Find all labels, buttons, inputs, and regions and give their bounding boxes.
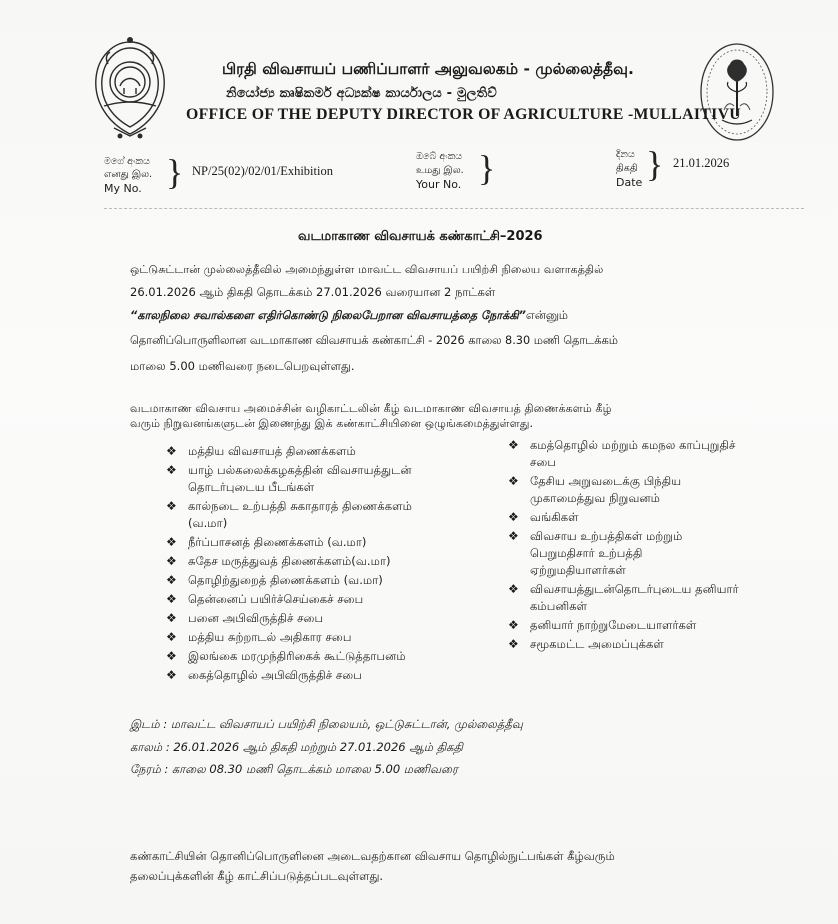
list-item: ❖ கைத்தொழில் அபிவிருத்திச் சபை (166, 668, 362, 682)
your-no-sinhala-label: ඔබේ අංකය (416, 151, 463, 162)
list-item: ❖ பனை அபிவிருத்திச் சபை (166, 611, 324, 625)
date-brace: } (646, 144, 664, 184)
footer-line2: தலைப்புக்களின் கீழ் காட்சிப்படுத்தப்படவுள்ளது. (130, 869, 384, 883)
list-item: ❖ இலங்கை மரமுந்திரிகைக் கூட்டுத்தாபனம் (166, 649, 406, 663)
list-item: ❖ நீர்ப்பாசனத் திணைக்களம் (வ.மா) (166, 535, 367, 549)
exhibition-theme: “காலநிலை சவால்களை எதிர்கொண்டு நிலைபேறான விவசாயத்தை நோக்கி” (130, 309, 526, 322)
para1-line3 (130, 305, 568, 327)
footer-line1: கண்காட்சியின் தொனிப்பொருளினை அடைவதற்கான விவசாய தொழில்நுட்பங்கள் கீழ்வரும் (130, 849, 615, 863)
bullet-icon: ❖ (166, 535, 177, 549)
left-institution-list (166, 443, 412, 686)
agriculture-department-logo-icon (698, 40, 776, 144)
bullet-icon: ❖ (166, 630, 177, 644)
list-item: ❖ கால்நடை உற்பத்தி சுகாதாரத் திணைக்களம் (வ.மா) (166, 499, 412, 530)
bullet-icon: ❖ (166, 611, 177, 625)
date-value: 21.01.2026 (673, 156, 730, 170)
document-title: வடமாகாண விவசாயக் கண்காட்சி–2026 (298, 229, 543, 244)
bullet-icon: ❖ (166, 668, 177, 682)
para1-line2: 26.01.2026 ஆம் திகதி தொடக்கம் 27.01.2026 வரையான 2 நாட்கள் (130, 285, 496, 299)
list-item: ❖ விவசாயத்துடன்தொடர்புடைய தனியார் கம்பனிகள் (508, 582, 739, 613)
my-no-value: NP/25(02)/02/01/Exhibition (192, 164, 333, 178)
venue-place: இடம் : மாவட்ட விவசாயப் பயிற்சி நிலையம், ஒட்டுசுட்டான், முல்லைத்தீவு (130, 717, 523, 731)
list-item: ❖ மத்திய விவசாயத் திணைக்களம் (166, 444, 356, 458)
bullet-icon: ❖ (166, 463, 177, 477)
bullet-icon: ❖ (508, 637, 519, 651)
venue-date: காலம் : 26.01.2026 ஆம் திகதி மற்றும் 27.01.2026 ஆம் திகதி (130, 740, 463, 754)
sri-lanka-emblem-icon (84, 36, 176, 142)
date-sinhala-label: දිනය (616, 149, 635, 160)
list-item: ❖ சுதேச மருத்துவத் திணைக்களம்(வ.மா) (166, 554, 391, 568)
list-item: ❖ தனியார் நாற்றுமேடையாளர்கள் (508, 618, 697, 632)
bullet-icon: ❖ (166, 554, 177, 568)
right-institution-list (508, 437, 739, 655)
exhibition-theme-suffix: என்னும் (525, 309, 568, 322)
list-item: ❖ யாழ் பல்கலைக்கழகத்தின் விவசாயத்துடன் தொடர்புடைய பீடங்கள் (166, 463, 412, 494)
bullet-icon: ❖ (166, 592, 177, 606)
list-item: ❖ கமத்தொழில் மற்றும் கமநல காப்புறுதிச் சபை (508, 438, 736, 469)
footer-paragraph (130, 846, 615, 886)
list-item: ❖ தொழிற்துறைத் திணைக்களம் (வ.மா) (166, 573, 383, 587)
header-divider (104, 208, 804, 209)
date-english-label: Date (616, 176, 643, 189)
para1-line4: தொனிப்பொருளிலான வடமாகாண விவசாயக் கண்காட்சி - 2026 காலை 8.30 மணி தொடக்கம் (130, 334, 618, 347)
bullet-icon: ❖ (508, 438, 519, 452)
date-tamil-label: திகதி (616, 163, 638, 174)
header-sinhala-title: නියෝජ්‍ය කෘෂිකර්ම අධ්‍යක්ෂ කාර්යාලය - මුලතිව් (226, 86, 497, 101)
header-english-title: OFFICE OF THE DEPUTY DIRECTOR OF AGRICULTURE -MULLAITIVU (186, 106, 741, 123)
venue-time: நேரம் : காலை 08.30 மணி தொடக்கம் மாலை 5.00 மணிவரை (130, 762, 458, 776)
your-no-english-label: Your No. (416, 178, 462, 191)
bullet-icon: ❖ (508, 618, 519, 632)
bullet-icon: ❖ (166, 444, 177, 458)
your-no-tamil-label: உமது இல. (416, 165, 464, 176)
my-no-brace: } (166, 152, 184, 192)
list-item: ❖ சமூகமட்ட அமைப்புக்கள் (508, 637, 664, 651)
bullet-icon: ❖ (166, 573, 177, 587)
list-item: ❖ தேசிய அறுவடைக்கு பிந்திய முகாமைத்துவ நிறுவனம் (508, 474, 682, 505)
bullet-icon: ❖ (508, 582, 519, 596)
para2-line1: வடமாகாண விவசாய அமைச்சின் வழிகாட்டலின் கீழ் வடமாகாண விவசாயத் திணைக்களம் கீழ் (130, 402, 612, 415)
bullet-icon: ❖ (166, 499, 177, 513)
bullet-icon: ❖ (508, 529, 519, 543)
my-no-tamil-label: எனது இல. (104, 169, 153, 180)
list-item: ❖ வங்கிகள் (508, 510, 579, 524)
para1-line1: ஒட்டுசுட்டான் முல்லைத்தீவில் அமைந்துள்ள மாவட்ட விவசாயப் பயிற்சி நிலைய வளாகத்தில் (130, 263, 604, 276)
list-item: ❖ தென்னைப் பயிர்ச்செய்கைச் சபை (166, 592, 364, 606)
bullet-icon: ❖ (166, 649, 177, 663)
my-no-sinhala-label: මගේ අංකය (104, 156, 150, 167)
list-item: ❖ மத்திய சுற்றாடல் அதிகார சபை (166, 630, 352, 644)
your-no-brace: } (478, 148, 496, 188)
bullet-icon: ❖ (508, 474, 519, 488)
para1-line5: மாலை 5.00 மணிவரை நடைபெறவுள்ளது. (130, 359, 355, 373)
list-item: ❖ விவசாய உற்பத்திகள் மற்றும் பெறுமதிசார் உற்பத்தி ஏற்றுமதியாளர்கள் (508, 529, 683, 577)
para2-line2: வரும் நிறுவனங்களுடன் இணைந்து இக் கண்காட்சியினை ஒழுங்கமைத்துள்ளது. (130, 417, 534, 430)
header-tamil-title: பிரதி விவசாயப் பணிப்பாளர் அலுவலகம் - முல்லைத்தீவு. (222, 60, 634, 78)
bullet-icon: ❖ (508, 510, 519, 524)
my-no-english-label: My No. (104, 182, 142, 195)
